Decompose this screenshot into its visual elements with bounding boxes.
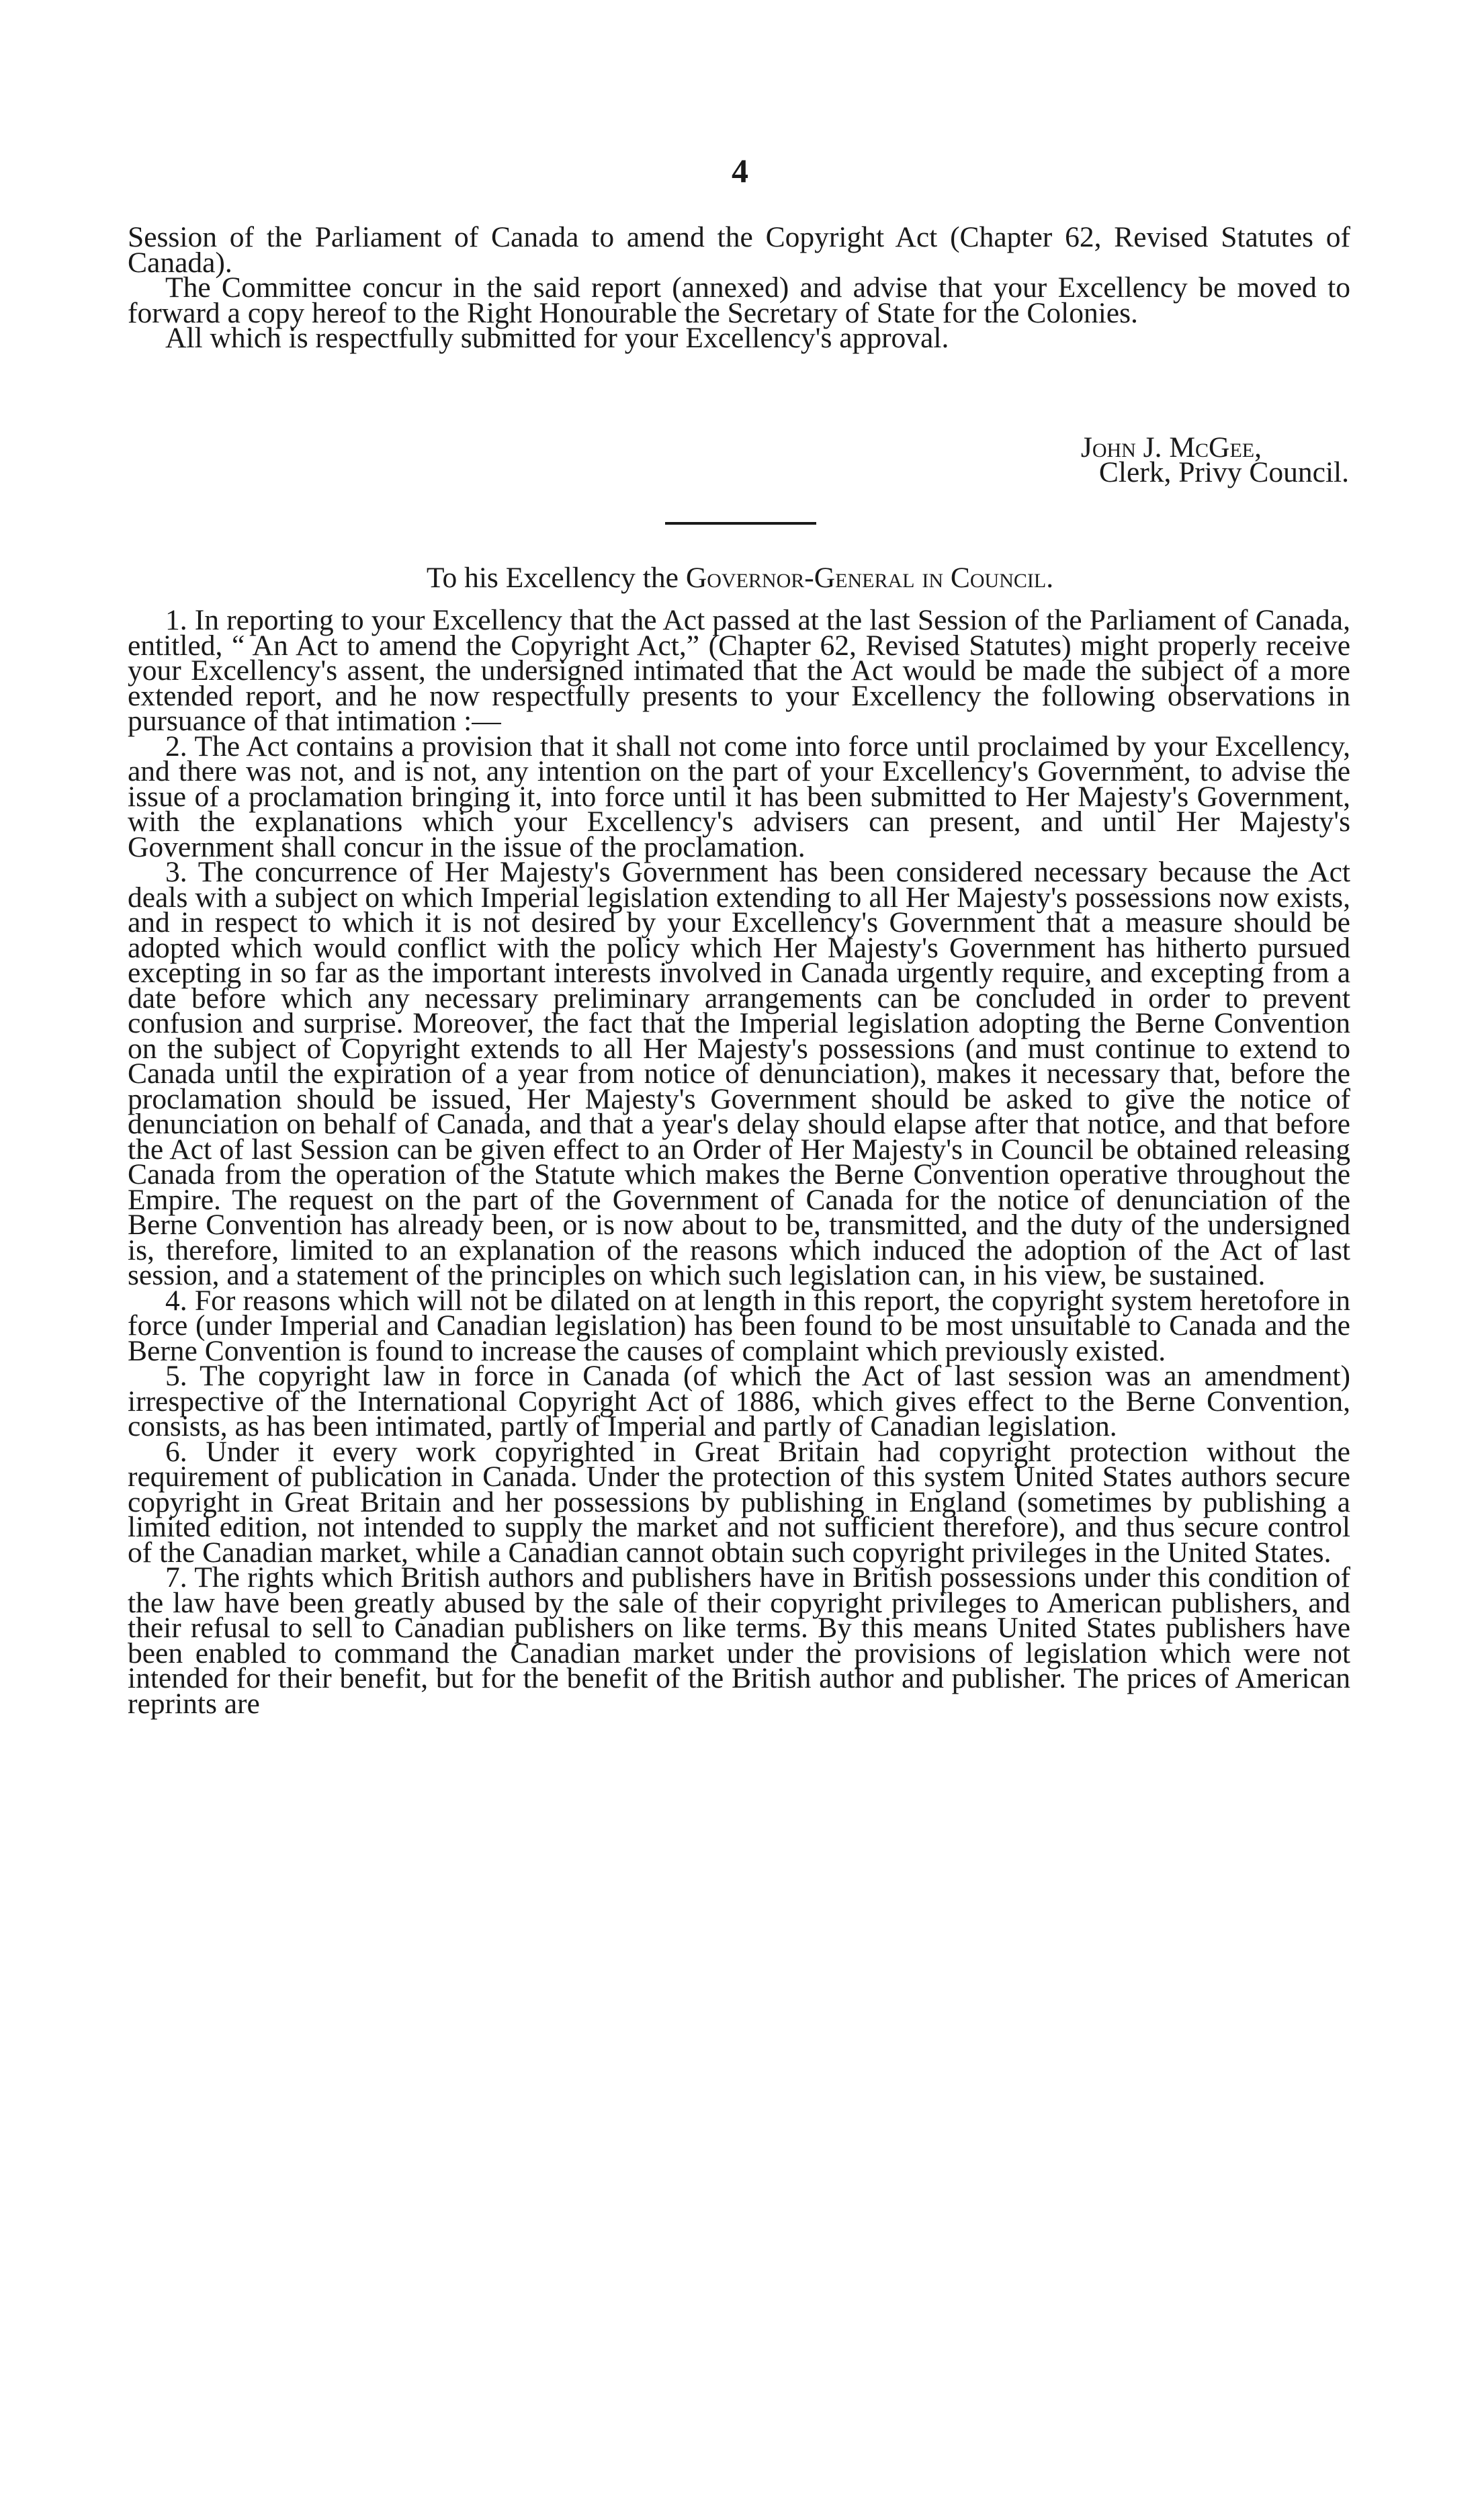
report-paragraph: 6. Under it every work copyrighted in Great Britain had copyright protection without the requirement of publication in Canada. Under the protection of this system United States authors secure copyright in Great Britain and her possessions by publishing in England (sometimes by publishing a limited edition, not intended to supply the market and not sufficient therefore), and thus secure control of the Canadian market, while a Canadian cannot obtain such copyright privileges in the United States. bbox=[128, 1435, 1350, 1569]
report-heading-lead: To his Excellency the bbox=[426, 562, 686, 594]
report-paragraph: 7. The rights which British authors and publishers have in British possessions under this condition of the law have been greatly abused by the sale of their copyright privileges to American publishers, and their refusal to sell to Canadian publishers on like terms. By this means United States publishers have been enabled to command the Canadian market under the provisions of legislation which were not intended for their benefit, but for the benefit of the British author and publisher. The prices of American reprints are bbox=[128, 1561, 1350, 1720]
report-paragraph: 5. The copyright law in force in Canada (of which the Act of last session was an amendment) irrespective of the International Copyright Act of 1886, which gives effect to the Berne Convention, consists, as has been intimated, partly of Imperial and partly of Canadian legislation. bbox=[128, 1360, 1350, 1442]
report-body bbox=[128, 604, 1350, 1720]
signature-initial: J bbox=[1080, 431, 1092, 464]
intro-paragraph: Session of the Parliament of Canada to amend the Copyright Act (Chapter 62, Revised Statutes of Canada). bbox=[128, 221, 1350, 279]
committee-minute-text bbox=[128, 221, 1350, 354]
intro-paragraph: All which is respectfully submitted for your Excellency's approval. bbox=[165, 322, 949, 354]
intro-paragraph: The Committee concur in the said report (annexed) and advise that your Excellency be moved to forward a copy hereof to the Right Honourable the Secretary of State for the Colonies. bbox=[128, 271, 1350, 329]
report-heading-title: Governor-General in Council. bbox=[685, 562, 1054, 594]
section-divider bbox=[665, 522, 816, 525]
page-number: 4 bbox=[732, 152, 748, 189]
report-paragraph: 1. In reporting to your Excellency that the Act passed at the last Session of the Parliament of Canada, entitled, “ An Act to amend the Copyright Act,” (Chapter 62, Revised Statutes) might properly receive your Excellency's assent, the undersigned intimated that the Act would be made the subject of a more extended report, and he now respectfully presents to your Excellency the following observations in pursuance of that intimation :— bbox=[128, 604, 1350, 737]
report-heading bbox=[0, 562, 1480, 594]
report-paragraph: 4. For reasons which will not be dilated on at length in this report, the copyright system heretofore in force (under Imperial and Canadian legislation) has been found to be most unsuitable to Canada and the Berne Convention is found to increase the causes of complaint which previously existed. bbox=[128, 1284, 1350, 1367]
signature-name-rest: ohn J. McGee, bbox=[1092, 431, 1262, 464]
signature-title: Clerk, Privy Council. bbox=[1098, 456, 1349, 488]
report-paragraph: 3. The concurrence of Her Majesty's Government has been considered necessary because the Act deals with a subject on which Imperial legislation extending to all Her Majesty's possessions now exists, and in respect to which it is not desired by your Excellency's Government that a measure should be adopted which would conflict with the policy which Her Majesty's Government has hitherto pursued excepting in so far as the important interests involved in Canada urgently require, and excepting from a date before which any necessary preliminary arrangements can be concluded in order to prevent confusion and surprise. Moreover, the fact that the Imperial legislation adopting the Berne Convention on the subject of Copyright extends to all Her Majesty's possessions (and must continue to extend to Canada until the expiration of a year from notice of denunciation), makes it necessary that, before the proclamation should be issued, Her Majesty's Government should be asked to give the notice of denunciation on behalf of Canada, and that a year's delay should elapse after that notice, and that before the Act of last Session can be given effect to an Order of Her Majesty's in Council be obtained releasing Canada from the operation of the Statute which makes the Berne Convention operative throughout the Empire. The request on the part of the Government of Canada for the notice of denunciation of the Berne Convention has already been, or is now about to be, transmitted, and the duty of the undersigned is, therefore, limited to an explanation of the reasons which induced the adoption of the Act of last session, and a statement of the principles on which such legislation can, in his view, be sustained. bbox=[128, 856, 1350, 1291]
report-paragraph: 2. The Act contains a provision that it shall not come into force until proclaimed by your Excellency, and there was not, and is not, any intention on the part of your Excellency's Government, to advise the issue of a proclamation bringing it, into force until it has been submitted to Her Majesty's Government, with the explanations which your Excellency's advisers can present, and until Her Majesty's Government shall concur in the issue of the proclamation. bbox=[128, 730, 1350, 863]
